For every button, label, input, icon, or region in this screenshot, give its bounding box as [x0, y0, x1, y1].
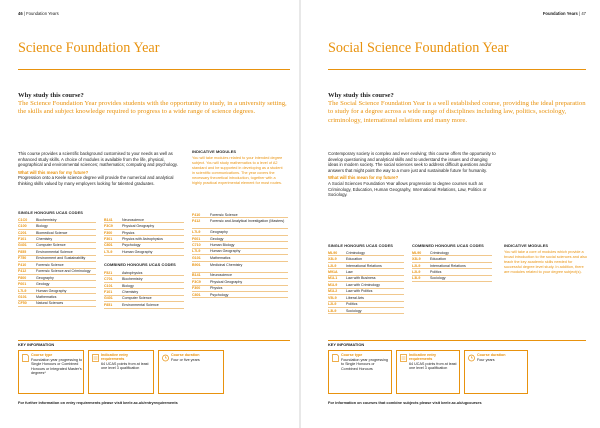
- course-name: Biology: [36, 224, 48, 229]
- code-row: [18, 301, 96, 307]
- course-name: Physics: [210, 286, 223, 291]
- ucas-code: L7L9: [192, 230, 201, 235]
- ucas-code: X3L9: [412, 257, 421, 262]
- single-honours-heading: SINGLE HONOURS UCAS CODES: [18, 210, 83, 215]
- ucas-code: F750: [18, 256, 27, 261]
- course-name: Geology: [210, 236, 224, 241]
- title-rule: [18, 69, 290, 70]
- course-name: Astrophysics: [122, 270, 143, 275]
- ucas-code: L2L9: [412, 270, 421, 275]
- course-name: Human Biology: [210, 243, 235, 248]
- course-name: Biomedical Science: [36, 230, 68, 235]
- course-name: Sociology: [430, 276, 446, 281]
- ucas-code: L2L9: [412, 263, 421, 268]
- footer-note: For further information on entry requirements please visit keele.ac.uk/entryrequirements: [18, 401, 178, 405]
- future-paragraph: Progression onto a Keele science degree will provide the numerical and analytical thinking skills valued by many employers looking for talented graduates.: [18, 175, 174, 186]
- course-name: Forensic Science and Criminology: [36, 269, 91, 274]
- ucas-code: L7L9: [192, 249, 201, 254]
- code-row: [192, 292, 288, 298]
- key-label: Indicative entry requirements: [409, 353, 437, 362]
- ucas-code: F3C9: [104, 224, 113, 229]
- course-name: International Relations: [430, 263, 466, 268]
- course-name: Law with Criminology: [346, 282, 380, 287]
- intro-paragraph: This course provides a scientific background customised to your needs as well as enhanced study skills. A choice of modules is available from the life, physical, geographical and environmental sciences; mathematics; computing and psychology.: [18, 151, 178, 168]
- key-course-type: [328, 350, 392, 394]
- modules-note: You will take modules related to your intended degree subject. You will study mathematics to a level of A2 standard and be supported in developing as a student in scientific communications. The year covers the necessary theoretical introduction, together with a highly practical experimental element for most routes.: [192, 156, 283, 185]
- combined-honours-heading: COMBINED HONOURS UCAS CODES: [104, 262, 176, 267]
- ucas-code: F800: [18, 275, 27, 280]
- key-label: Course type: [31, 353, 53, 357]
- modules-table: [192, 212, 288, 298]
- key-info-heading: KEY INFORMATION: [328, 342, 365, 347]
- document-icon: [22, 354, 29, 362]
- course-name: Education: [430, 257, 446, 262]
- key-value: 64 UCAS points from at least one level 3 qualification: [409, 362, 457, 371]
- page-title: Social Science Foundation Year: [328, 40, 509, 56]
- ucas-code: F855: [18, 249, 27, 254]
- code-row: [104, 249, 184, 255]
- course-name: Sociology: [346, 308, 362, 313]
- ucas-code: L3L9: [412, 276, 421, 281]
- ucas-code: C100: [18, 224, 27, 229]
- key-rule: [18, 340, 290, 341]
- section-name: Foundation Years: [542, 11, 578, 16]
- right-folio: [543, 11, 586, 16]
- ucas-code: C710: [192, 243, 201, 248]
- why-body: The Social Science Foundation Year is a well established course, providing the ideal preparation to study for a degree across a wide range of disciplines including law, politics, sociology, criminology, international relations and many more.: [328, 100, 586, 124]
- ucas-code: F851: [104, 302, 113, 307]
- key-duration: [158, 350, 224, 394]
- ucas-code: F601: [192, 236, 201, 241]
- key-value: Four years: [477, 358, 495, 362]
- ucas-code: C101: [104, 283, 113, 288]
- course-name: Mathematics: [210, 255, 231, 260]
- future-paragraph: A Social Sciences Foundation Year allows progression to degree courses such as Criminology, Education, Human Geography, International Relations, Law, Politics or Sociology.: [328, 180, 487, 198]
- course-name: Criminology: [430, 250, 449, 255]
- course-name: Physical Geography: [122, 224, 155, 229]
- modules-note: You will take a core of modules which provide a broad introduction to the social sciences and also teach the key academic skills needed for successful degree level study. In addition, there are modules related to your degree subject(s).: [504, 250, 587, 274]
- combined-honours-table: [412, 250, 492, 282]
- footer-note: For information on courses that combine subjects please visit keele.ac.uk/ugcourses: [328, 401, 482, 405]
- course-name: Law: [346, 270, 353, 275]
- course-name: Neuroscience: [210, 273, 232, 278]
- clock-icon: [162, 354, 169, 362]
- course-name: Education: [346, 257, 362, 262]
- key-entry-requirements: [396, 350, 460, 394]
- ucas-code: C801: [192, 292, 201, 297]
- ucas-code: F300: [192, 286, 201, 291]
- course-name: Biochemistry: [36, 217, 57, 222]
- course-name: Chemistry: [36, 237, 53, 242]
- key-entry-requirements: [88, 350, 154, 394]
- course-name: Law with Business: [346, 276, 376, 281]
- intro-text: [328, 151, 498, 198]
- ucas-code: M1L2: [328, 289, 338, 294]
- key-value: Foundation year progressing to Single Honours or Combined Honours: [341, 358, 388, 371]
- right-page: [300, 0, 600, 428]
- modules-heading: INDICATIVE MODULES: [504, 243, 549, 248]
- ucas-code: L3L9: [328, 308, 337, 313]
- code-row: [192, 218, 288, 229]
- ucas-code: G101: [18, 294, 27, 299]
- ucas-code: F410: [192, 212, 201, 217]
- course-name: Mathematics: [36, 294, 57, 299]
- why-heading: Why study this course?: [18, 92, 84, 99]
- ucas-code: B901: [192, 262, 201, 267]
- course-name: Forensic Science: [210, 212, 238, 217]
- key-label: Course duration: [171, 353, 200, 357]
- course-name: Chemistry: [122, 290, 139, 295]
- ucas-code: CF50: [18, 301, 27, 306]
- folio-separator: |: [23, 11, 25, 16]
- ucas-code: F101: [104, 290, 113, 295]
- key-value: Four or five years: [171, 358, 200, 362]
- key-duration: [464, 350, 528, 394]
- ucas-code: C701: [104, 277, 113, 282]
- ucas-code: V5L9: [328, 295, 337, 300]
- course-name: Politics: [430, 270, 442, 275]
- ucas-code: L2L9: [328, 302, 337, 307]
- course-name: Human Geography: [122, 249, 153, 254]
- ucas-code: F412: [18, 269, 27, 274]
- ucas-code: F521: [104, 270, 113, 275]
- key-info-heading: KEY INFORMATION: [18, 342, 55, 347]
- key-value: Foundation year progressing to Single Honours or Combined Honours or Integrated Master's degrees*: [31, 358, 83, 376]
- course-name: Law with Politics: [346, 289, 373, 294]
- course-name: Computer Science: [36, 243, 66, 248]
- course-name: Medicinal Chemistry: [210, 262, 243, 267]
- course-name: Physics: [122, 230, 135, 235]
- ucas-code: F300: [104, 230, 113, 235]
- ucas-code: G101: [192, 255, 201, 260]
- course-name: Human Geography: [210, 249, 241, 254]
- title-rule: [328, 69, 586, 70]
- course-name: Human Geography: [36, 288, 67, 293]
- ucas-code: F410: [18, 262, 27, 267]
- single-honours-table-1: [18, 217, 96, 307]
- course-name: Environment and Sustainability: [36, 256, 86, 261]
- ucas-code: F601: [18, 282, 27, 287]
- page-number: 47: [581, 11, 586, 16]
- future-heading: What will this mean for my future?: [328, 175, 399, 181]
- course-name: Physical Geography: [210, 279, 243, 284]
- ucas-code: X3L9: [328, 257, 337, 262]
- key-rule: [328, 340, 586, 341]
- checklist-icon: [92, 354, 99, 362]
- section-name: Foundation Years: [26, 11, 59, 16]
- document-icon: [332, 354, 339, 362]
- course-name: Criminology: [346, 250, 365, 255]
- combined-honours-table: [104, 270, 184, 309]
- left-folio: [18, 11, 59, 16]
- ucas-code: C1C0: [18, 217, 28, 222]
- why-heading: Why study this course?: [328, 92, 394, 99]
- course-name: Psychology: [210, 292, 229, 297]
- key-label: Course duration: [477, 353, 506, 357]
- ucas-code: M1L9: [328, 282, 338, 287]
- combined-honours-heading: COMBINED HONOURS UCAS CODES: [412, 243, 484, 248]
- course-name: Natural Sciences: [36, 301, 64, 306]
- code-row: [328, 308, 404, 314]
- ucas-code: F412: [192, 219, 201, 224]
- ucas-code: F301: [104, 237, 113, 242]
- code-row: [192, 262, 288, 273]
- course-name: Geology: [36, 282, 50, 287]
- course-name: Biology: [122, 283, 134, 288]
- course-name: Geography: [210, 230, 228, 235]
- ucas-code: F3C9: [192, 279, 201, 284]
- ucas-code: F101: [18, 237, 27, 242]
- key-label: Indicative entry requirements: [101, 353, 129, 362]
- ucas-code: C801: [104, 243, 113, 248]
- intro-text: [18, 151, 186, 187]
- key-course-type: [18, 350, 84, 394]
- course-name: Computer Science: [122, 296, 152, 301]
- ucas-code: L7L9: [104, 249, 113, 254]
- single-honours-table-2: [104, 217, 184, 256]
- course-name: Environmental Science: [36, 249, 73, 254]
- page-title: Science Foundation Year: [18, 40, 160, 56]
- ucas-code: ML90: [412, 250, 422, 255]
- course-name: Geography: [36, 275, 54, 280]
- course-name: Physics with Astrophysics: [122, 237, 163, 242]
- page-number: 46: [18, 11, 23, 16]
- course-name: Biochemistry: [122, 277, 143, 282]
- ucas-code: M91A: [328, 270, 338, 275]
- intro-paragraph: Contemporary society is complex and ever evolving; this course offers the opportunity to develop questioning and analytical skills and to understand the issues and changing ideas in modern society. The social sciences seek to address difficult questions and/or answers that might point the way to a more just and sustainable future for humanity.: [328, 151, 496, 173]
- single-honours-table: [328, 250, 404, 314]
- ucas-code: ML90: [328, 250, 338, 255]
- ucas-code: B141: [104, 217, 113, 222]
- ucas-code: G401: [18, 243, 27, 248]
- ucas-code: C201: [18, 230, 27, 235]
- key-value: 64 UCAS points from at least one level 3 qualification: [101, 362, 149, 371]
- code-row: [104, 302, 184, 308]
- course-name: Environmental Science: [122, 302, 159, 307]
- course-name: Politics: [346, 302, 358, 307]
- key-label: Course type: [341, 353, 363, 357]
- course-name: Psychology: [122, 243, 141, 248]
- future-heading: What will this mean for my future?: [18, 169, 89, 175]
- checklist-icon: [400, 354, 407, 362]
- folio-separator: |: [579, 11, 581, 16]
- course-name: Liberal Arts: [346, 295, 364, 300]
- ucas-code: L7L9: [18, 288, 27, 293]
- ucas-code: M1L1: [328, 276, 338, 281]
- course-name: Neuroscience: [122, 217, 144, 222]
- modules-heading: INDICATIVE MODULES: [192, 149, 237, 154]
- course-name: Forensic and Analytical Investigation (Masters): [210, 219, 285, 224]
- course-name: International Relations: [346, 263, 382, 268]
- ucas-code: B141: [192, 273, 201, 278]
- ucas-code: L2L9: [328, 263, 337, 268]
- why-body: The Science Foundation Year provides students with the opportunity to study, in a university setting, the skills and subject knowledge required to progress to a wide range of science degrees.: [18, 100, 287, 116]
- ucas-code: G401: [104, 296, 113, 301]
- code-row: [412, 276, 492, 282]
- clock-icon: [468, 354, 475, 362]
- single-honours-heading: SINGLE HONOURS UCAS CODES: [328, 243, 393, 248]
- course-name: Forensic Science: [36, 262, 64, 267]
